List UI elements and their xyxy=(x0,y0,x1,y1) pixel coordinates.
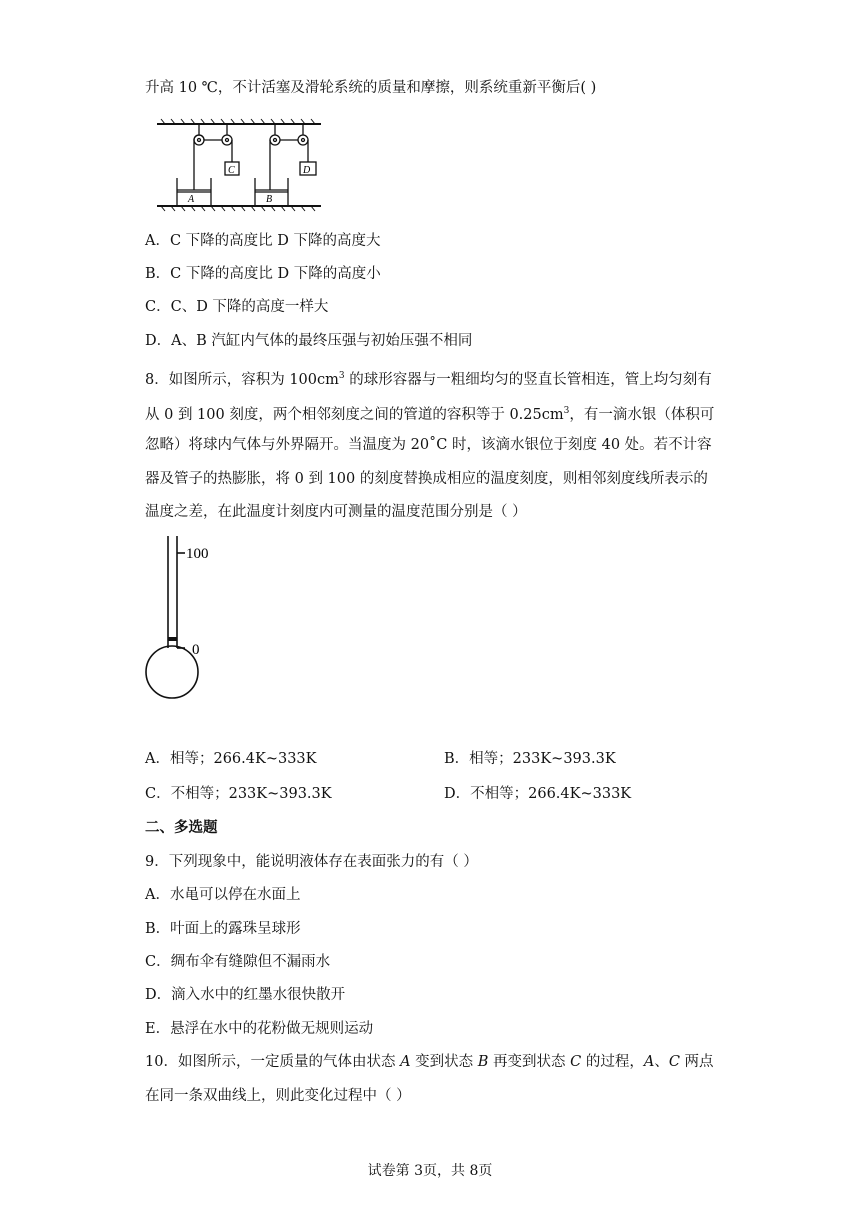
q10-stem-line-1: 10．如图所示，一定质量的气体由状态 A 变到状态 B 再变到状态 C 的过程，A、C 两点 xyxy=(145,1054,714,1070)
q8-stem-line-2: 从 0 到 100 刻度，两个相邻刻度之间的管道的容积等于 $0.25cm^3$，有一滴水银（体积可 xyxy=(145,406,715,423)
q7-option-a: A．C 下降的高度比 D 下降的高度大 xyxy=(145,233,381,249)
q8-option-d: D．不相等；266.4K~333K xyxy=(444,786,632,802)
q7-stem-tail: 升高 10 ℃，不计活塞及滑轮系统的质量和摩擦，则系统重新平衡后( ) xyxy=(145,80,597,96)
cylinder-b-label: B xyxy=(266,194,273,205)
q8-stem-line-1: 8．如图所示，容积为 $100cm^3$ 的球形容器与一粗细均匀的竖直长管相连，管上均匀刻有 xyxy=(145,371,712,388)
q10-stem-line-2: 在同一条双曲线上，则此变化过程中（ ） xyxy=(145,1088,411,1104)
q8-option-b: B．相等；233K~393.3K xyxy=(444,751,616,767)
q9-stem: 9．下列现象中，能说明液体存在表面张力的有（ ） xyxy=(145,854,478,870)
q8-stem-line-4: 器及管子的热膨胀，将 0 到 100 的刻度替换成相应的温度刻度，则相邻刻度线所表示的 xyxy=(145,471,708,487)
q7-option-d: D．A、B 汽缸内气体的最终压强与初始压强不相同 xyxy=(145,333,473,349)
page-footer: 试卷第 3页，共 8页 xyxy=(367,1163,493,1179)
q8-option-c: C．不相等；233K~393.3K xyxy=(145,786,332,802)
q7-option-b: B．C 下降的高度比 D 下降的高度小 xyxy=(145,266,381,282)
q9-option-c: C．绸布伞有缝隙但不漏雨水 xyxy=(145,954,331,970)
scale-top-label: 100 xyxy=(186,546,209,562)
q9-option-d: D．滴入水中的红墨水很快散开 xyxy=(145,987,346,1003)
q9-option-b: B．叶面上的露珠呈球形 xyxy=(145,921,301,937)
q8-stem-line-5: 温度之差，在此温度计刻度内可测量的温度范围分别是（ ） xyxy=(145,504,527,520)
weight-c-label: C xyxy=(228,165,235,176)
bulb-thermometer-figure xyxy=(140,534,250,704)
section-heading: 二、多选题 xyxy=(145,819,218,836)
q8-stem-line-3: 忽略）将球内气体与外界隔开。当温度为 20˚C 时，该滴水银位于刻度 40 处。若不计容 xyxy=(145,437,712,453)
weight-d-label: D xyxy=(303,165,311,176)
q9-option-e: E．悬浮在水中的花粉做无规则运动 xyxy=(145,1021,374,1037)
pulley-cylinder-figure xyxy=(155,118,325,216)
cylinder-a-label: A xyxy=(188,194,195,205)
scale-bottom-label: 0 xyxy=(192,642,200,658)
q8-option-a: A．相等；266.4K~333K xyxy=(145,751,317,767)
q7-option-c: C．C、D 下降的高度一样大 xyxy=(145,299,329,315)
q9-option-a: A．水黾可以停在水面上 xyxy=(145,887,301,903)
